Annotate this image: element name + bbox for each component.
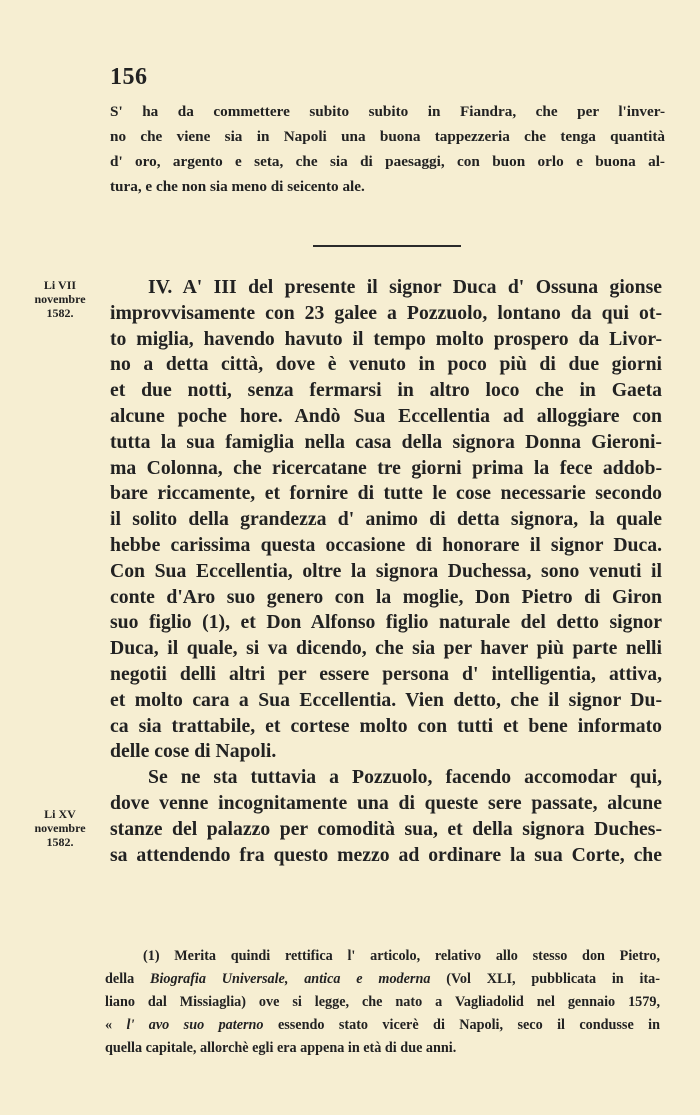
text-line: ma Colonna, che ricercatane tre giorni prima la fece addob- xyxy=(110,456,662,479)
margin-note-line: Li VII xyxy=(43,278,77,292)
section-divider xyxy=(313,245,461,247)
text-line: et molto cara a Sua Eccellentia. Vien detto, che il signor Du- xyxy=(110,688,662,711)
text-line: no che viene sia in Napoli una buona tappezzeria che tenga quantità xyxy=(110,128,665,145)
text-line: bare riccamente, et fornire di tutte le cose necessarie secondo xyxy=(110,482,662,505)
footnote-line: (1) Merita quindi rettifica l' articolo, relativo allo stesso don Pietro, xyxy=(143,948,660,964)
footnote-line: liano dal Missiaglia) ove si legge, che nato a Vagliadolid nel gennaio 1579, xyxy=(105,994,660,1010)
footnote-title: Biografia Universale, antica e moderna xyxy=(150,971,431,987)
margin-note-date xyxy=(24,807,96,849)
footnote-line xyxy=(105,968,660,991)
footnote xyxy=(105,945,660,1060)
text-line: stanze del palazzo per comodità sua, et della signora Duches- xyxy=(110,817,662,840)
text-line: il solito della grandezza d' animo di detta signora, la quale xyxy=(110,508,662,531)
text-line: Duca, il quale, si va dicendo, che sia per haver più parte nelli xyxy=(110,637,662,660)
text-line: ca sia trattabile, et cortese molto con tutti et bene informato xyxy=(110,714,662,737)
page-number: 156 xyxy=(110,64,148,90)
text-line: tutta la sua famiglia nella casa della signora Donna Gieroni- xyxy=(110,430,662,453)
text-line: Se ne sta tuttavia a Pozzuolo, facendo accomodar qui, xyxy=(148,766,662,789)
text-line: S' ha da commettere subito subito in Fiandra, che per l'inver- xyxy=(110,103,665,120)
top-paragraph xyxy=(110,99,665,199)
text-line: dove venne incognitamente una di queste sere passate, alcune xyxy=(110,791,662,814)
text-line: hebbe carissima questa occasione di honorare il signor Duca. xyxy=(110,533,662,556)
footnote-text: (Vol XLI, pubblicata in ita- xyxy=(430,971,660,987)
text-line: IV. A' III del presente il signor Duca d' Ossuna gionse xyxy=(148,276,662,298)
text-line: alcune poche hore. Andò Sua Eccellentia ad alloggiare con xyxy=(110,404,662,427)
text-line: delle cose di Napoli. xyxy=(110,740,277,763)
margin-note-line: novembre xyxy=(34,292,86,306)
margin-note-date xyxy=(24,278,96,320)
margin-note-line: Li XV xyxy=(44,807,76,821)
text-line: d' oro, argento e seta, che sia di paesaggi, con buon orlo e buona al- xyxy=(110,153,665,170)
text-line: no a detta città, dove è venuto in poco più di due giorni xyxy=(110,353,662,376)
text-line: sa attendendo fra questo mezzo ad ordinare la sua Corte, che xyxy=(110,843,662,866)
text-line: tura, e che non sia meno di seicento ale. xyxy=(110,178,365,195)
footnote-quote: l' avo suo paterno xyxy=(126,1017,264,1033)
text-line: to miglia, havendo havuto il tempo molto prospero da Livor- xyxy=(110,327,662,350)
footnote-text: della xyxy=(105,971,150,987)
footnote-text: « xyxy=(105,1017,127,1033)
footnote-line xyxy=(105,1014,660,1037)
text-line: negotii delli altri per essere persona d' intelligentia, attiva, xyxy=(110,662,662,685)
margin-note-line: novembre xyxy=(34,821,86,835)
footnote-text: essendo stato vicerè di Napoli, seco il condusse in xyxy=(263,1017,660,1033)
margin-note-line: 1582. xyxy=(46,306,74,320)
text-line: suo figlio (1), et Don Alfonso figlio naturale del detto signor xyxy=(110,611,662,634)
text-line: et due notti, senza fermarsi in altro loco che in Gaeta xyxy=(110,379,662,402)
text-line: Con Sua Eccellentia, oltre la signora Duchessa, sono venuti il xyxy=(110,559,662,582)
main-text xyxy=(110,275,662,868)
text-line: conte d'Aro suo genero con la moglie, Don Pietro di Giron xyxy=(110,585,662,608)
margin-note-line: 1582. xyxy=(46,835,74,849)
footnote-line: quella capitale, allorchè egli era appena in età di due anni. xyxy=(105,1040,457,1056)
text-line: improvvisamente con 23 galee a Pozzuolo, lontano da qui ot- xyxy=(110,301,662,324)
